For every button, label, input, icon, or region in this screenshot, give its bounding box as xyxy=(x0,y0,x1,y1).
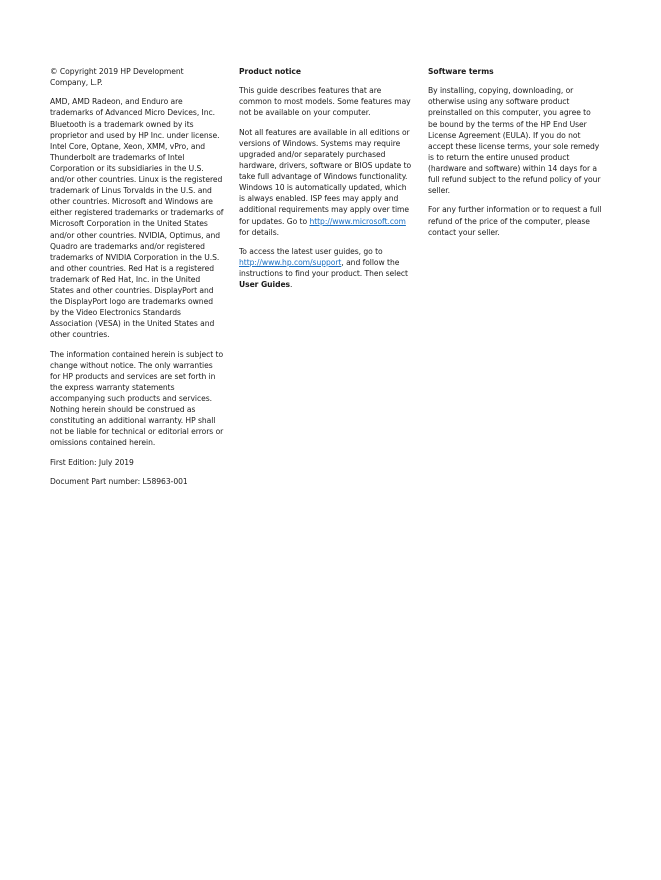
user-guides-label: User Guides xyxy=(239,280,291,290)
product-notice-heading: Product notice xyxy=(239,67,301,76)
disclaimer-paragraph: The information contained herein is subject to change without notice. The only warranties for HP products and services are set forth in the express warranty statements accompanying such products and services. Nothing herein should be construed as constituting an additional warranty. HP shall not be liable for technical or editorial errors or omissions contained herein. xyxy=(50,349,224,448)
hp-support-link[interactable]: http://www.hp.com/support xyxy=(239,257,342,267)
product-notice-paragraph-2 xyxy=(239,127,413,238)
part-number-line: Document Part number: L58963-001 xyxy=(50,476,188,486)
details-text: for details. xyxy=(239,227,279,237)
product-notice-paragraph-3 xyxy=(239,246,413,290)
user-guides-intro-text: To access the latest user guides, go to xyxy=(239,246,383,256)
legal-column xyxy=(50,66,224,495)
sentence-end: . xyxy=(290,280,293,290)
software-terms-paragraph-2: For any further information or to request a full refund of the price of the computer, please contact your seller. xyxy=(428,205,602,237)
follow-instructions-text: , and follow the instructions to find your product. Then select xyxy=(239,257,408,279)
copyright-notice: © Copyright 2019 HP Development Company, L.P. xyxy=(50,67,184,88)
microsoft-link[interactable]: http://www.microsoft.com xyxy=(309,216,406,226)
product-notice-column xyxy=(239,66,413,298)
software-terms-column xyxy=(428,66,602,246)
edition-line: First Edition: July 2019 xyxy=(50,457,134,467)
software-terms-heading: Software terms xyxy=(428,67,494,76)
software-terms-paragraph-1: By installing, copying, downloading, or otherwise using any software product preinstalled on this computer, you agree to be bound by the terms of the HP End User License Agreement (EULA). If you do not accept these license terms, your sole remedy is to return the entire unused product (hardware and software) within 14 days for a full refund subject to the refund policy of your seller. xyxy=(428,86,601,196)
windows-features-text: Not all features are available in all editions or versions of Windows. Systems may require upgraded and/or separately purchased hardware, drivers, software or BIOS update to take full advantage of Windows functionality. Windows 10 is automatically updated, which is always enabled. ISP fees may apply and additional requirements may apply over time for updates. Go to xyxy=(239,127,412,226)
product-notice-paragraph-1: This guide describes features that are common to most models. Some features may not be available on your computer. xyxy=(239,86,411,118)
trademarks-paragraph: AMD, AMD Radeon, and Enduro are trademarks of Advanced Micro Devices, Inc. Bluetooth is a trademark owned by its proprietor and used by HP Inc. under license. Intel Core, Optane, Xeon, XMM, vPro, and Thunderbolt are trademarks of Intel Corporation or its subsidiaries in the U.S. and/or other countries. Linux is the registered trademark of Linus Torvalds in the U.S. and other countries. Microsoft and Windows are either registered trademarks or trademarks of Microsoft Corporation in the United States and/or other countries. NVIDIA, Optimus, and Quadro are trademarks and/or registered trademarks of NVIDIA Corporation in the U.S. and other countries. Red Hat is a registered trademark of Red Hat, Inc. in the United States and other countries. DisplayPort and the DisplayPort logo are trademarks owned by the Video Electronics Standards Association (VESA) in the United States and other countries. xyxy=(50,97,224,340)
